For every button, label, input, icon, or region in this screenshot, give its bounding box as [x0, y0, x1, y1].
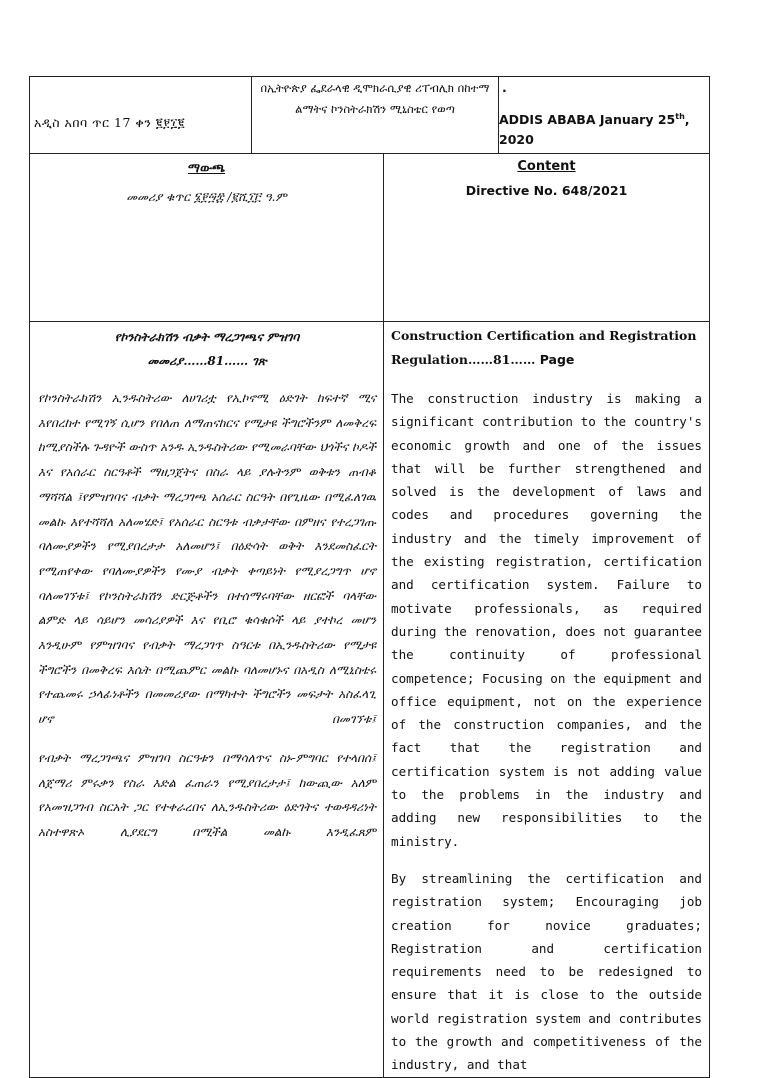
title-amharic-directive: መመሪያ ቁጥር ፮፻፵፰ /፪ሺ፲፫ ዓ.ም	[126, 190, 287, 204]
title-english-cell	[384, 154, 710, 322]
title-english-directive: Directive No. 648/2021	[465, 183, 628, 198]
title-amharic-cell	[30, 154, 384, 322]
body-english-heading-page: Page	[535, 352, 575, 367]
body-english-heading-line1: Construction Certification and Registration	[391, 328, 697, 343]
header-date-amharic: አዲስ አበባ ጥር 17 ቀን ፪፻፲፪	[34, 115, 186, 130]
body-english-paragraph-1: The construction industry is making a significant contribution to the country's economic growth and one of the issues that will be further strengthened and solved is the development of laws and codes and procedures governing the industry and the timely improvement of the existing registration, certification and certification system. Failure to motivate professionals, as required during the renovation, does not guarantee the continuity of professional competence; Focusing on the equipment and office equipment, not on the experience of the construction companies, and the fact that the registration and certification system is not adding value to the problems in the industry and adding new responsibilities to the ministry.	[391, 391, 702, 849]
header-date-main: ADDIS ABABA January 25	[499, 112, 676, 128]
body-english-paragraph-2: By streamlining the certification and registration system; Encouraging job creation for novice graduates; Registration and certification requirements need to be redesigned to ensure that it is close to the outside world registration system and contributes to the growth and competitiveness of the industry, and that	[391, 870, 702, 1073]
body-amharic-paragraph-1: የኮንስትራክሽን ኢንዱስትሪው ለሀገሪቷ የኢኮኖሚ ዕድገት ከፍተኛ ሚና እየበረከተ የሚገኝ ሲሆን የበለጠ ለማጠናከርና የሚታዩ ችግሮችንም ለመቅረፍ ከሚያስችሉ ጉዳዮች ውስጥ አንዱ ኢንዱስትሪው የሚመራባቸው ህጎችና ኮዶች እና የአሰራር ስርዓቶች ማዘጋጀትና በስራ ላይ ያሉትንም ወቅቱን ጠብቆ ማሻሻል ፤የምዝገባና ብቃት ማረጋገጫ አሰራር ስርዓት በየጊዜው በሚፈለገዉ መልኩ እየተሻሻለ አለመሄድ፤ የአሰራር ስርዓቱ ብቃታቸው በምዘና የተረጋገጡ ባለሙያዎችን የሚያበረታታ አለመሆን፤ በዕድሳት ወቅት እንደመስፈርት የሚጠየቀው የባለሙያዎችን የሙያ ብቃት ቀጣይነት የሚያረጋግጥ ሆኖ ባለመገኘቱ፤ የኮንስትራክሽን ድርጅቶችን በተሰማሩባቸው ዘርፎች ባላቸው ልምድ ላይ ሳይሆን መሳሪያዎች እና የቢሮ ቁሳቁሶች ላይ ያተኮረ መሆን እንዲሁም የምዝገባና የብቃት ማረጋገጥ ስዓርቱ በኢንዱስትሪው የሚታዩ ችግሮችን በመቅረፍ እሴት በሚጨምር መልኩ ባለመሆኑና በአዲስ ለሚኒስቴሩ የተጨመሩ ኃላፊነቶችን በመመሪያው በማካተት ችግሮችን መፍታት አስፈላጊ ሆኖ በመገኘቱ፤	[38, 391, 376, 727]
header-dot: .	[502, 80, 507, 95]
body-english-heading-line2	[391, 348, 702, 372]
body-english-heading-regulation: Regulation……81……	[391, 352, 536, 367]
header-date-amharic-cell	[30, 77, 252, 154]
header-issuer-cell	[252, 77, 499, 154]
header-date-english-cell	[499, 77, 710, 154]
body-english-cell	[384, 322, 710, 1078]
header-date-tail: , 2020	[499, 112, 690, 148]
body-amharic-heading-line1: የኮንስትራክሽን ብቃት ማረጋገጫና ምዝገባ	[114, 330, 300, 344]
body-english-heading	[391, 322, 702, 372]
title-amharic-heading: ማውጫ	[188, 160, 225, 175]
body-amharic-paragraph-2: የብቃት ማረጋገጫና ምዝገባ ስርዓቱን በማሳለጥና ስኑ-ምግባር የተላበሰ፤ ለጀማሪ ምሩቃን የስራ እድል ፈጠራን የሚያበረታታ፤ ከውጪው አለም የአመዝጋገብ ስርአት ጋር የተቀራረበና ለኢንዱስትሪው ዕድገትና ተወዳዳሪነት አስተዋጽኦ ሊያደርግ በሚችል መልኩ እንዲፈጸም	[38, 750, 376, 839]
body-amharic-cell	[30, 322, 384, 1078]
header-date-sup: th	[675, 112, 685, 121]
body-amharic-heading	[38, 322, 376, 373]
body-row	[30, 322, 710, 1078]
bilingual-table	[29, 76, 710, 1078]
header-row	[30, 77, 710, 154]
title-english-heading: Content	[517, 159, 576, 174]
header-date-english	[499, 97, 709, 150]
header-issuer-text: በኢትዮጵያ ፌደራላዊ ዲሞክራሲያዊ ሪፐብሊክ በከተማ ልማትና ኮንስትራክሽን ሚኒስቴር የወጣ	[260, 81, 490, 116]
title-row	[30, 154, 710, 322]
body-amharic-heading-line2: መመሪያ……81…… ገጽ	[147, 354, 267, 368]
